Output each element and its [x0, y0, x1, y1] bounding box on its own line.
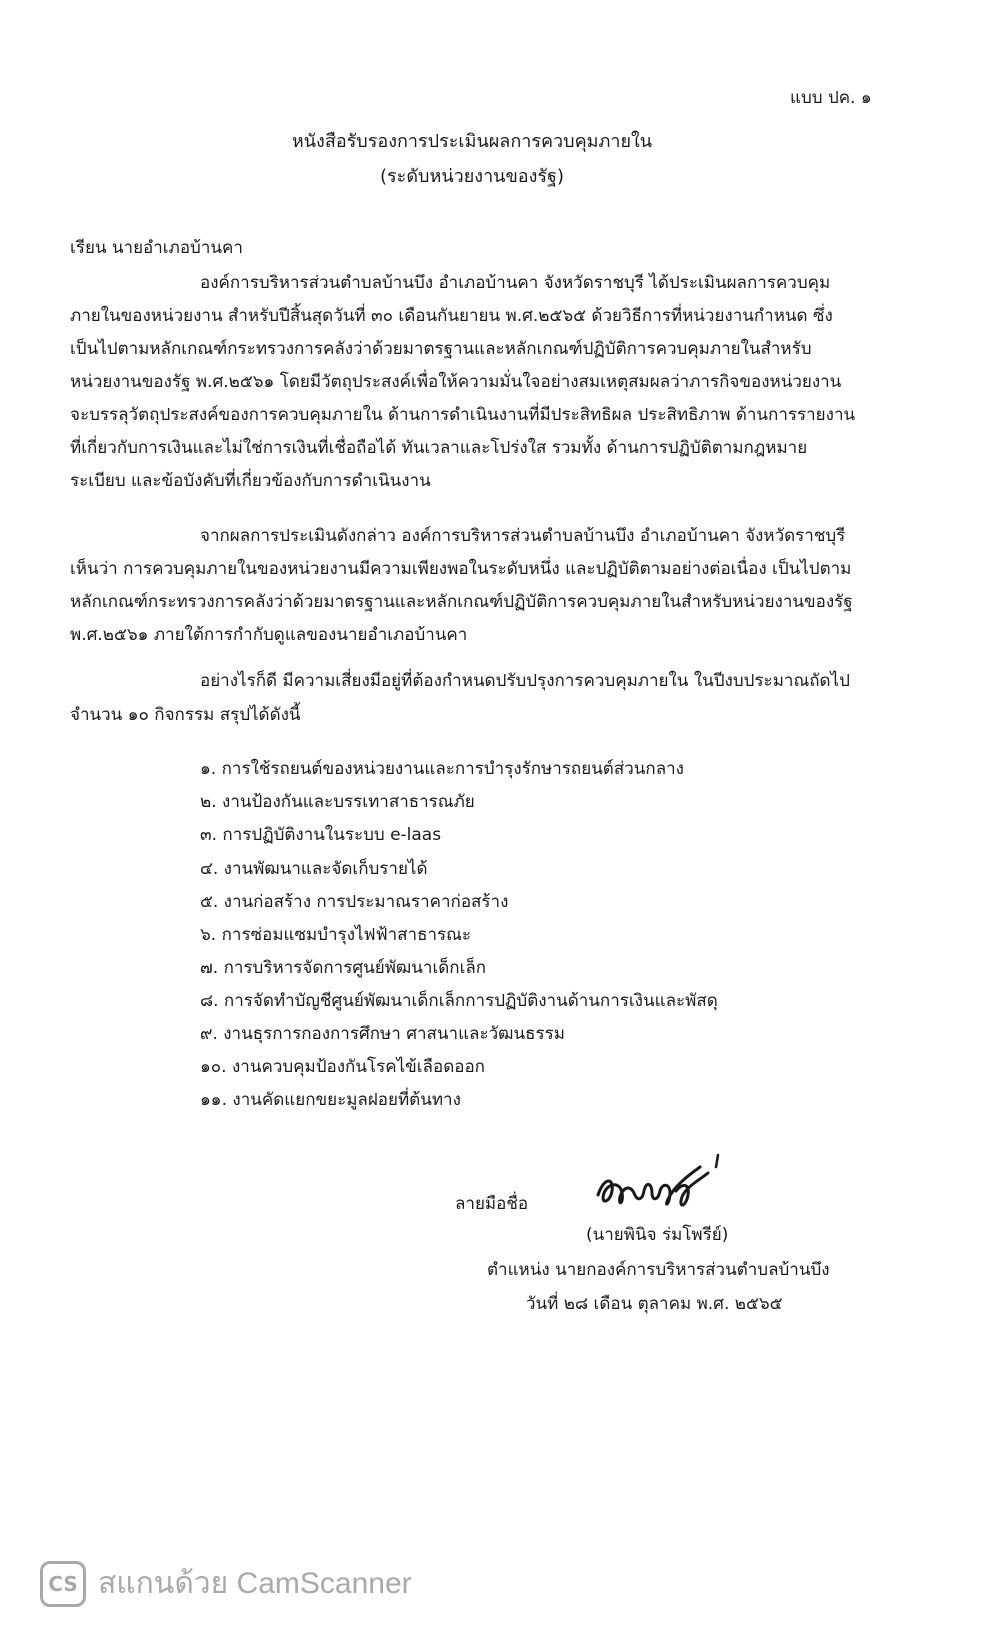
- list-item: ๑๑. งานคัดแยกขยะมูลฝอยที่ต้นทาง: [200, 1090, 461, 1110]
- list-item: ๑๐. งานควบคุมป้องกันโรคไข้เลือดออก: [200, 1057, 485, 1077]
- para1-line: ภายในของหน่วยงาน สำหรับปีสิ้นสุดวันที่ ๓๐ เดือนกันยายน พ.ศ.๒๕๖๕ ด้วยวิธีการที่หน่วยงานกำหนด ซึ่ง: [70, 306, 833, 326]
- para1-line: หน่วยงานของรัฐ พ.ศ.๒๕๖๑ โดยมีวัตถุประสงค์เพื่อให้ความมั่นใจอย่างสมเหตุสมผลว่าภารกิจของหน่วยงาน: [70, 372, 842, 392]
- para2-line: เห็นว่า การควบคุมภายในของหน่วยงานมีความเพียงพอในระดับหนึ่ง และปฏิบัติตามอย่างต่อเนื่อง เป็นไปตาม: [70, 559, 852, 579]
- para2-line: จากผลการประเมินดังกล่าว องค์การบริหารส่วนตำบลบ้านบึง อำเภอบ้านคา จังหวัดราชบุรี: [200, 526, 846, 546]
- signer-name: (นายพินิจ ร่มโพรีย์): [586, 1225, 729, 1245]
- signature-date: วันที่ ๒๘ เดือน ตุลาคม พ.ศ. ๒๕๖๕: [526, 1294, 783, 1314]
- signer-position: ตำแหน่ง นายกองค์การบริหารส่วนตำบลบ้านบึง: [487, 1260, 830, 1280]
- list-item: ๖. การซ่อมแซมบำรุงไฟฟ้าสาธารณะ: [200, 925, 472, 945]
- para1-line: จะบรรลุวัตถุประสงค์ของการควบคุมภายใน ด้านการดำเนินงานที่มีประสิทธิผล ประสิทธิภาพ ด้านการรายงาน: [70, 405, 856, 425]
- document-title: หนังสือรับรองการประเมินผลการควบคุมภายใน: [291, 131, 653, 152]
- list-item: ๙. งานธุรการกองการศึกษา ศาสนาและวัฒนธรรม: [200, 1024, 565, 1044]
- para3-line: จำนวน ๑๐ กิจกรรม สรุปได้ดังนี้: [70, 705, 301, 725]
- form-code: แบบ ปค. ๑: [790, 88, 872, 108]
- camscanner-watermark: [40, 1560, 412, 1607]
- para3-line: อย่างไรก็ดี มีความเสี่ยงมีอยู่ที่ต้องกำหนดปรับปรุงการควบคุมภายใน ในปีงบประมาณถัดไป: [200, 671, 850, 691]
- list-item: ๗. การบริหารจัดการศูนย์พัฒนาเด็กเล็ก: [200, 958, 487, 978]
- camscanner-logo-icon: CS: [40, 1561, 86, 1607]
- document-subtitle: (ระดับหน่วยงานของรัฐ): [379, 166, 565, 187]
- para1-line: เป็นไปตามหลักเกณฑ์กระทรวงการคลังว่าด้วยมาตรฐานและหลักเกณฑ์ปฏิบัติการควบคุมภายในสำหรับ: [70, 339, 812, 359]
- para2-line: พ.ศ.๒๕๖๑ ภายใต้การกำกับดูแลของนายอำเภอบ้านคา: [70, 625, 468, 645]
- list-item: ๘. การจัดทำบัญชีศูนย์พัฒนาเด็กเล็กการปฏิบัติงานด้านการเงินและพัสดุ: [200, 991, 718, 1011]
- para1-line: ระเบียบ และข้อบังคับที่เกี่ยวข้องกับการดำเนินงาน: [70, 471, 431, 491]
- para1-line: ที่เกี่ยวกับการเงินและไม่ใช่การเงินที่เชื่อถือได้ ทันเวลาและโปร่งใส รวมทั้ง ด้านการปฏิบัติตามกฎหมาย: [70, 438, 808, 458]
- list-item: ๒. งานป้องกันและบรรเทาสาธารณภัย: [200, 792, 475, 812]
- camscanner-text: สแกนด้วย CamScanner: [98, 1567, 412, 1600]
- list-item: ๕. งานก่อสร้าง การประมาณราคาก่อสร้าง: [200, 892, 509, 912]
- list-item: ๔. งานพัฒนาและจัดเก็บรายได้: [200, 859, 428, 879]
- para2-line: หลักเกณฑ์กระทรวงการคลังว่าด้วยมาตรฐานและหลักเกณฑ์ปฏิบัติการควบคุมภายในสำหรับหน่วยงานของรัฐ: [70, 592, 853, 612]
- signature-label: ลายมือชื่อ: [455, 1194, 529, 1214]
- greeting-line: เรียน นายอำเภอบ้านคา: [70, 238, 243, 258]
- list-item: ๓. การปฏิบัติงานในระบบ e-laas: [200, 825, 442, 845]
- handwritten-signature: [590, 1147, 740, 1217]
- para1-line: องค์การบริหารส่วนตำบลบ้านบึง อำเภอบ้านคา จังหวัดราชบุรี ได้ประเมินผลการควบคุม: [200, 273, 831, 293]
- list-item: ๑. การใช้รถยนต์ของหน่วยงานและการบำรุงรักษารถยนต์ส่วนกลาง: [200, 759, 684, 779]
